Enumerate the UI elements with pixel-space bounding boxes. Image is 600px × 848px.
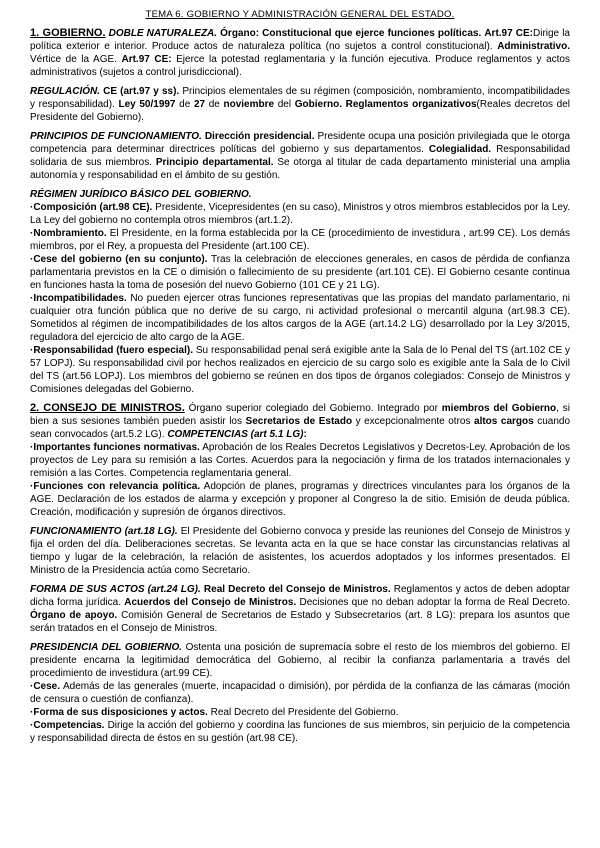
section-presidencia	[30, 641, 570, 745]
article-label: Art.97 CE:	[121, 54, 172, 65]
body-text: Decisiones que no deban adoptar la forma de Real Decreto.	[299, 597, 571, 608]
body-text: Dirige la política exterior e interior. Produce actos de naturaleza política (no sujetos a control constitucional).	[30, 28, 570, 52]
item-text: Real Decreto del Presidente del Gobierno.	[210, 707, 399, 718]
subheading: COMPETENCIAS (art 5.1 LG)	[167, 429, 304, 440]
section-regimen	[30, 188, 570, 396]
body-text: (Reales decretos del Presidente del Gobierno).	[30, 99, 571, 123]
term-label: Principio departamental.	[155, 157, 274, 168]
body-text: Ejerce la potestad reglamentaria y la función ejecutiva. Produce reglamentos y actos administrativos (sujetos a control jurisdiccional).	[30, 54, 570, 78]
term-label: Administrativo.	[497, 41, 570, 52]
section-gobierno	[30, 27, 570, 79]
body-text: y excepcionalmente otros	[355, 416, 471, 427]
item-label: ·Forma de sus disposiciones y actos.	[30, 707, 208, 718]
subheading: DOBLE NATURALEZA.	[108, 28, 218, 39]
item-label: ·Cese del gobierno (en su conjunto).	[30, 254, 208, 265]
item-text: Su responsabilidad penal será exigible ante la Sala de lo Penal del TS (art.102 CE y 57 LOPJ). Su responsabilidad civil por hechos realizados en ejercicio de su cargo solo es exigible ante la Sala de lo Civil del TS (art.56 LOPJ). Los miembros del gobierno se reúnen en dos tipos de órganos colegiados: Consejo de Ministros y Comisiones delegadas del Gobierno.	[30, 345, 571, 395]
term-label: Acuerdos del Consejo de Ministros.	[124, 597, 297, 608]
term-label: Gobierno.	[294, 99, 342, 110]
term-label: Colegialidad.	[428, 144, 492, 155]
term-label: noviembre	[223, 99, 275, 110]
article-label: Art.97 CE:	[484, 28, 533, 39]
item-text: Aprobación de los Reales Decretos Legislativos y Decretos-Ley. Aprobación de los proyectos de Ley para su remisión a las Cortes. Acuerdos para la negociación y firma de los tratados internacionales y remisión a las Cortes. Competencia reglamentaria general.	[30, 442, 571, 479]
section-regulacion	[30, 85, 570, 124]
list-item	[30, 441, 570, 480]
list-item	[30, 292, 570, 344]
body-text: Reglamentos y actos de deben adoptar dicha forma jurídica.	[30, 584, 571, 608]
item-label: ·Funciones con relevancia política.	[30, 481, 201, 492]
item-label: ·Responsabilidad (fuero especial).	[30, 345, 193, 356]
body-text: Principios elementales de su régimen (composición, nombramiento, incompatibilidades y responsabilidad).	[30, 86, 571, 110]
list-item	[30, 253, 570, 292]
item-label: ·Composición (art.98 CE).	[30, 202, 153, 213]
term-label: Ley 50/1997	[118, 99, 176, 110]
term-label: 27	[193, 99, 206, 110]
document-title: TEMA 6. GOBIERNO Y ADMINISTRACIÓN GENERAL DEL ESTADO.	[145, 9, 455, 20]
section-heading: 2. CONSEJO DE MINISTROS.	[30, 402, 185, 414]
subheading: PRESIDENCIA DEL GOBIERNO.	[30, 642, 183, 653]
body-text: Presidente ocupa una posición privilegiada que le otorga competencia para determinar directrices políticas del gobierno y sus departamentos.	[30, 131, 571, 155]
body-text: Órgano superior colegiado del Gobierno. Integrado por	[188, 403, 438, 414]
body-text: del	[277, 99, 292, 110]
term-label: Secretarios de Estado	[245, 416, 353, 427]
body-text: de	[179, 99, 191, 110]
subheading: FORMA DE SUS ACTOS (art.24 LG).	[30, 584, 201, 595]
list-item	[30, 201, 570, 227]
item-text: Presidente, Vicepresidentes (en su caso), Ministros y otros miembros establecidos por la Ley. La Ley del gobierno no contempla otros miembros (art.1.2).	[30, 202, 570, 226]
list-item	[30, 480, 570, 519]
term-label: Órgano: Constitucional	[220, 28, 332, 39]
body-text: cuando sean convocados (art.5.2 LG).	[30, 416, 571, 440]
term-text: que ejerce funciones políticas.	[334, 28, 482, 39]
list-item	[30, 706, 570, 719]
body-text: Responsabilidad solidaria de sus miembros.	[30, 144, 571, 168]
term-label: Reglamentos organizativos	[345, 99, 477, 110]
term-label: altos cargos	[474, 416, 534, 427]
body-text: Comisión General de Secretarios de Estado y Subsecretarios (art. 8 LG): prepara los asuntos que serán tratados en el Consejo de Ministros.	[30, 610, 570, 634]
list-item	[30, 719, 570, 745]
item-text: Adopción de planes, programas y directrices vinculantes para los órganos de la AGE. Declaración de los estados de alarma y excepción y proponer al Congreso la de sitio. Emisión de deuda pública. Creación, modificación y supresión de órganos directivos.	[30, 481, 570, 518]
term-label: Órgano de apoyo.	[30, 610, 118, 621]
item-label: ·Cese.	[30, 681, 61, 692]
section-heading: 1. GOBIERNO.	[30, 27, 106, 39]
body-text: El Presidente del Gobierno convoca y preside las reuniones del Consejo de Ministros y fija el orden del día. Deliberaciones secretas. Se levanta acta en la que se hace constar las circunstancias relativas al tiempo y lugar de la celebración, la relación de asistentes, los acuerdos adoptados y los informes presentados. El Ministro de la Presidencia actúa como Secretario.	[30, 526, 570, 576]
item-text: Tras la celebración de elecciones generales, en casos de pérdida de confianza parlamentaria previstos en la CE o dimisión o fallecimiento de su presidente (art.101 CE). El Gobierno cesante continua en funciones hasta la toma de posesión del nuevo Gobierno (101 CE y 21 LG).	[30, 254, 570, 291]
item-text: Dirige la acción del gobierno y coordina las funciones de sus miembros, sin perjuicio de la competencia y responsabilidad directa de éstos en su gestión (art.98 CE).	[30, 720, 570, 744]
subheading: FUNCIONAMIENTO (art.18 LG).	[30, 526, 178, 537]
item-label: ·Importantes funciones normativas.	[30, 442, 200, 453]
section-consejo	[30, 402, 570, 519]
section-funcionamiento	[30, 525, 570, 577]
term-label: CE (art.97 y ss).	[103, 86, 180, 97]
list-item	[30, 344, 570, 396]
term-label: miembros del Gobierno	[441, 403, 557, 414]
item-label: ·Competencias.	[30, 720, 105, 731]
subheading: RÉGIMEN JURÍDICO BÁSICO DEL GOBIERNO.	[30, 189, 252, 200]
item-label: ·Nombramiento.	[30, 228, 107, 239]
subheading: REGULACIÓN.	[30, 86, 100, 97]
body-text: Vértice de la AGE.	[30, 54, 117, 65]
section-principios	[30, 130, 570, 182]
list-item	[30, 680, 570, 706]
item-label: ·Incompatibilidades.	[30, 293, 127, 304]
colon: :	[303, 429, 307, 440]
list-item	[30, 227, 570, 253]
body-text: Se otorga al titular de cada departamento ministerial una amplia autonomía y responsabilidad en el ámbito de su gestión.	[30, 157, 571, 181]
section-forma	[30, 583, 570, 635]
subheading: PRINCIPIOS DE FUNCIONAMIENTO.	[30, 131, 202, 142]
body-text: , si bien a sus sesiones también pueden asistir los	[30, 403, 570, 427]
term-label: Dirección presidencial.	[204, 131, 315, 142]
item-text: Además de las generales (muerte, incapacidad o dimisión), por pérdida de la confianza de las cámaras (moción de censura o cuestión de confianza).	[30, 681, 570, 705]
body-text: de	[208, 99, 220, 110]
item-text: No pueden ejercer otras funciones representativas que las propias del mandato parlamentario, ni cualquier otra función pública que no derive de su cargo, ni actividad profesional o mercantil alguna (art.98.3 CE). Sometidos al régimen de incompatibilidades de los altos cargos de la AGE (art.14.2 LG) desarrollado por la Ley 3/2015, reguladora del ejercicio de alto cargo de la AGE.	[30, 293, 571, 343]
term-label: Real Decreto del Consejo de Ministros.	[203, 584, 391, 595]
item-text: El Presidente, en la forma establecida por la CE (procedimiento de investidura , art.99 CE). Los demás miembros, por el Rey, a propuesta del Presidente (art.100 CE).	[30, 228, 570, 252]
body-text: Ostenta una posición de supremacía sobre el resto de los miembros del gobierno. El presidente encarna la legitimidad democrática del Gobierno, al recibir la confianza parlamentaria a través del procedimiento de investidura (art.99 CE).	[30, 642, 570, 679]
